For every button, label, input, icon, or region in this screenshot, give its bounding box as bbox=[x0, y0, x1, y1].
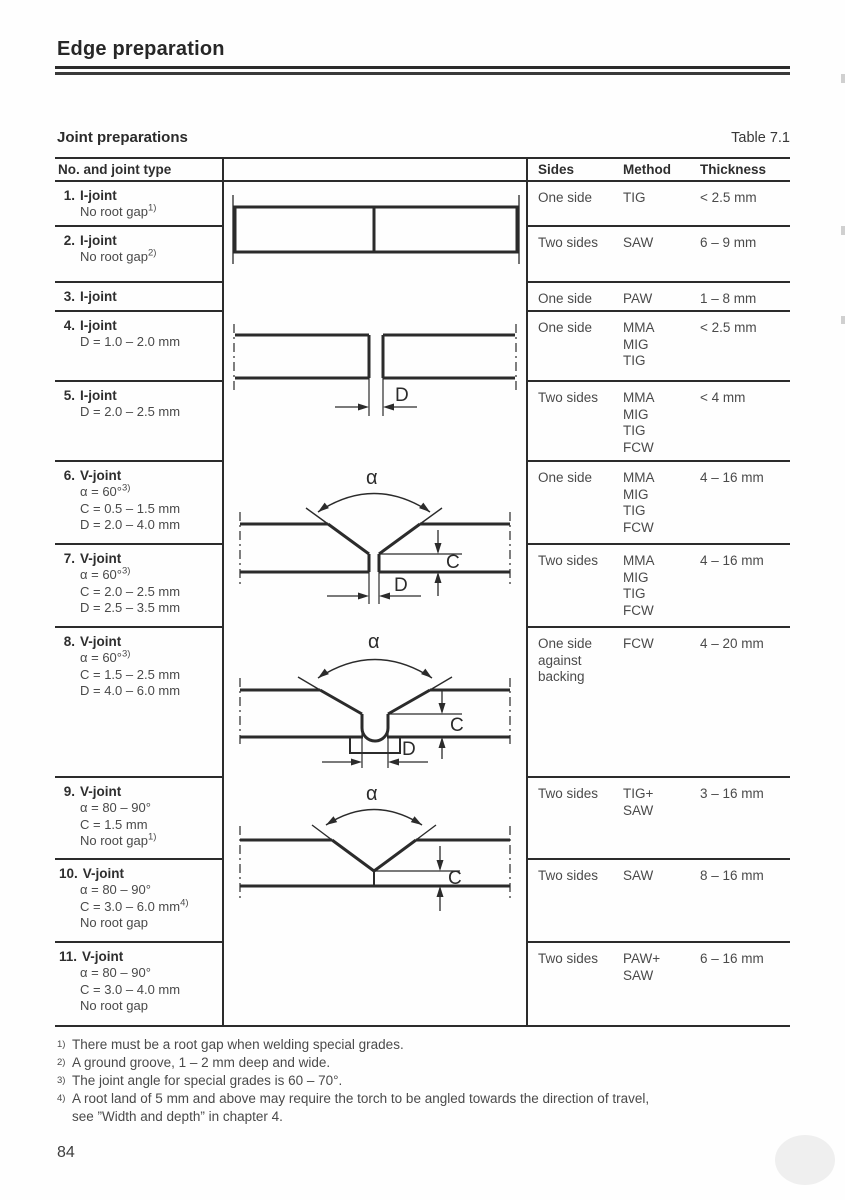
row-number: 7. bbox=[63, 551, 75, 566]
scan-artifact bbox=[841, 226, 845, 235]
joint-row-1 bbox=[55, 182, 222, 227]
joint-type-cells bbox=[55, 778, 222, 1025]
row-number: 3. bbox=[63, 289, 75, 304]
table-group-i-joint bbox=[55, 182, 790, 312]
v-joint-backing-diagram bbox=[224, 628, 526, 776]
joint-detail: D = 2.0 – 2.5 mm bbox=[80, 404, 181, 419]
footnotes bbox=[57, 1036, 767, 1126]
thickness-value: < 2.5 mm bbox=[700, 190, 757, 205]
spec-row-11 bbox=[528, 943, 790, 1025]
sides-value: One side bbox=[538, 190, 593, 205]
joint-name: V-joint bbox=[82, 949, 124, 964]
col-header-joint-type: No. and joint type bbox=[58, 162, 172, 177]
joint-detail: α = 60°$^{3)}$ bbox=[80, 565, 131, 582]
thickness-value: 3 – 16 mm bbox=[700, 786, 764, 801]
joint-name: I-joint bbox=[80, 388, 117, 403]
joint-type-cells bbox=[55, 462, 222, 628]
sides-value: Two sides bbox=[538, 868, 599, 883]
table-body bbox=[55, 182, 790, 1027]
joint-name: I-joint bbox=[80, 233, 117, 248]
table-group-v-joint bbox=[55, 462, 790, 628]
joint-name: V-joint bbox=[80, 468, 122, 483]
table-reference: Table 7.1 bbox=[731, 130, 790, 146]
col-header-method: Method bbox=[623, 162, 671, 177]
dimension-alpha-label: α bbox=[366, 783, 378, 805]
sides-value: Two sides bbox=[538, 553, 599, 568]
joint-detail: α = 80 – 90° bbox=[80, 800, 151, 815]
i-joint-root-gap-diagram bbox=[224, 312, 526, 462]
row-number: 2. bbox=[63, 233, 75, 248]
joint-detail: No root gap$^{2)}$ bbox=[80, 247, 157, 264]
row-number: 8. bbox=[63, 634, 75, 649]
v-joint-no-gap-diagram bbox=[224, 778, 526, 978]
thickness-value: 4 – 16 mm bbox=[700, 470, 764, 485]
table-header-row bbox=[55, 157, 790, 182]
spec-row-7 bbox=[528, 545, 790, 628]
scan-artifact bbox=[841, 74, 845, 83]
weld-spec-cells bbox=[528, 312, 790, 462]
scan-artifact bbox=[775, 1135, 835, 1185]
method-value: FCW bbox=[623, 636, 654, 651]
sides-value: One side against backing bbox=[538, 636, 593, 684]
row-number: 11. bbox=[59, 949, 78, 964]
spec-row-10 bbox=[528, 860, 790, 943]
joint-name: I-joint bbox=[80, 289, 117, 304]
weld-spec-cells bbox=[528, 628, 790, 778]
joint-detail: D = 2.0 – 4.0 mm bbox=[80, 517, 181, 532]
table-group-v-joint-backing bbox=[55, 628, 790, 778]
scan-artifact bbox=[841, 316, 845, 324]
joint-name: V-joint bbox=[80, 784, 122, 799]
joint-detail: C = 2.0 – 2.5 mm bbox=[80, 583, 181, 599]
sides-value: Two sides bbox=[538, 951, 599, 966]
spec-row-8 bbox=[528, 628, 790, 778]
joint-detail: C = 1.5 – 2.5 mm bbox=[80, 666, 181, 682]
joint-detail: No root gap bbox=[80, 915, 148, 930]
footnote: 1) There must be a root gap when welding special grades. bbox=[57, 1037, 404, 1052]
joint-detail: No root gap$^{1)}$ bbox=[80, 202, 157, 219]
sides-value: Two sides bbox=[538, 235, 599, 250]
method-value: MMA MIG TIG FCW bbox=[623, 390, 655, 455]
sides-value: One side bbox=[538, 470, 593, 485]
footnote: 4) A root land of 5 mm and above may require the torch to be angled towards the direction of travel, see ”Width and depth” in chapter 4. bbox=[57, 1091, 650, 1124]
sides-value: Two sides bbox=[538, 786, 599, 801]
joint-row-5 bbox=[55, 382, 222, 462]
joint-detail: D = 2.5 – 3.5 mm bbox=[80, 600, 181, 615]
weld-spec-cells bbox=[528, 182, 790, 312]
diagram-cell bbox=[222, 778, 528, 1025]
joint-row-7 bbox=[55, 545, 222, 628]
method-value: MMA MIG TIG FCW bbox=[623, 470, 655, 535]
footnote: 2) A ground groove, 1 – 2 mm deep and wide. bbox=[57, 1055, 331, 1070]
thickness-value: 1 – 8 mm bbox=[700, 291, 757, 306]
col-header-thickness: Thickness bbox=[700, 162, 767, 177]
joint-detail: α = 80 – 90° bbox=[80, 882, 151, 897]
dimension-alpha-label: α bbox=[368, 631, 380, 653]
thickness-value: 4 – 20 mm bbox=[700, 636, 764, 651]
row-number: 1. bbox=[63, 188, 75, 203]
thickness-value: < 4 mm bbox=[700, 390, 746, 405]
page-title: Edge preparation bbox=[57, 38, 225, 60]
joint-row-8 bbox=[55, 628, 222, 778]
dimension-d-label: D bbox=[402, 739, 416, 760]
row-number: 5. bbox=[63, 388, 75, 403]
spec-row-4 bbox=[528, 312, 790, 382]
joint-detail: α = 60°$^{3)}$ bbox=[80, 648, 131, 665]
spec-row-6 bbox=[528, 462, 790, 545]
dimension-alpha-label: α bbox=[366, 467, 378, 489]
joint-name: I-joint bbox=[80, 318, 117, 333]
thickness-value: 8 – 16 mm bbox=[700, 868, 764, 883]
joint-detail: C = 0.5 – 1.5 mm bbox=[80, 500, 181, 516]
diagram-cell bbox=[222, 628, 528, 778]
diagram-cell bbox=[222, 312, 528, 462]
joint-detail: α = 60°$^{3)}$ bbox=[80, 482, 131, 499]
spec-row-3 bbox=[528, 283, 790, 312]
joint-detail: C = 1.5 mm bbox=[80, 816, 148, 832]
col-header-sides: Sides bbox=[538, 162, 575, 177]
table-group-i-joint-gap bbox=[55, 312, 790, 462]
thickness-value: 6 – 16 mm bbox=[700, 951, 764, 966]
method-value: PAW bbox=[623, 291, 653, 306]
dimension-d-label: D bbox=[395, 385, 409, 406]
diagram-cell bbox=[222, 462, 528, 628]
v-joint-root-gap-diagram bbox=[224, 462, 526, 626]
dimension-c-label: C bbox=[446, 552, 460, 573]
joint-preparation-table bbox=[55, 157, 790, 1027]
joint-detail: C = 3.0 – 6.0 $mm^{4)}$ bbox=[80, 897, 189, 914]
col-header-diagram bbox=[222, 159, 528, 180]
joint-row-4 bbox=[55, 312, 222, 382]
method-value: TIG bbox=[623, 190, 646, 205]
thickness-value: 4 – 16 mm bbox=[700, 553, 764, 568]
method-value: SAW bbox=[623, 235, 654, 250]
joint-row-2 bbox=[55, 227, 222, 283]
method-value: TIG+ SAW bbox=[623, 786, 654, 818]
weld-spec-cells bbox=[528, 778, 790, 1025]
method-value: MMA MIG TIG FCW bbox=[623, 553, 655, 618]
row-number: 4. bbox=[63, 318, 75, 333]
sides-value: One side bbox=[538, 291, 593, 306]
joint-detail: No root gap bbox=[80, 998, 148, 1013]
joint-detail: D = 1.0 – 2.0 mm bbox=[80, 334, 181, 349]
title-double-rule bbox=[55, 66, 790, 75]
method-value: SAW bbox=[623, 868, 654, 883]
spec-row-2 bbox=[528, 227, 790, 283]
row-number: 10. bbox=[59, 866, 78, 881]
joint-name: V-joint bbox=[82, 866, 125, 881]
thickness-value: 6 – 9 mm bbox=[700, 235, 757, 250]
diagram-cell bbox=[222, 182, 528, 312]
dimension-c-label: C bbox=[450, 715, 464, 736]
joint-row-6 bbox=[55, 462, 222, 545]
joint-type-cells bbox=[55, 628, 222, 778]
joint-type-cells bbox=[55, 312, 222, 462]
row-number: 9. bbox=[63, 784, 75, 799]
joint-row-10 bbox=[55, 860, 222, 943]
sides-value: One side bbox=[538, 320, 593, 335]
spec-row-5 bbox=[528, 382, 790, 462]
sides-value: Two sides bbox=[538, 390, 599, 405]
joint-detail: No root gap$^{1)}$ bbox=[80, 831, 157, 848]
page-number: 84 bbox=[57, 1144, 75, 1161]
joint-name: V-joint bbox=[80, 551, 122, 566]
joint-detail: C = 3.0 – 4.0 mm bbox=[80, 981, 181, 997]
thickness-value: < 2.5 mm bbox=[700, 320, 757, 335]
section-title: Joint preparations bbox=[57, 129, 188, 146]
dimension-c-label: C bbox=[448, 868, 462, 889]
i-joint-no-gap-diagram bbox=[224, 182, 526, 312]
footnote: 3) The joint angle for special grades is 60 – 70°. bbox=[57, 1073, 343, 1088]
joint-name: I-joint bbox=[80, 188, 117, 203]
row-number: 6. bbox=[63, 468, 75, 483]
spec-row-9 bbox=[528, 778, 790, 860]
method-value: PAW+ SAW bbox=[623, 951, 661, 983]
section-line bbox=[55, 129, 790, 146]
joint-name: V-joint bbox=[80, 634, 122, 649]
joint-type-cells bbox=[55, 182, 222, 312]
joint-row-9 bbox=[55, 778, 222, 860]
joint-row-3 bbox=[55, 283, 222, 312]
joint-row-11 bbox=[55, 943, 222, 1025]
spec-row-1 bbox=[528, 182, 790, 227]
joint-detail: α = 80 – 90° bbox=[80, 965, 151, 980]
joint-detail: D = 4.0 – 6.0 mm bbox=[80, 683, 181, 698]
method-value: MMA MIG TIG bbox=[623, 320, 655, 368]
col-header-specs bbox=[528, 162, 790, 177]
dimension-d-label: D bbox=[394, 575, 408, 596]
weld-spec-cells bbox=[528, 462, 790, 628]
table-group-v-joint-no-gap bbox=[55, 778, 790, 1025]
